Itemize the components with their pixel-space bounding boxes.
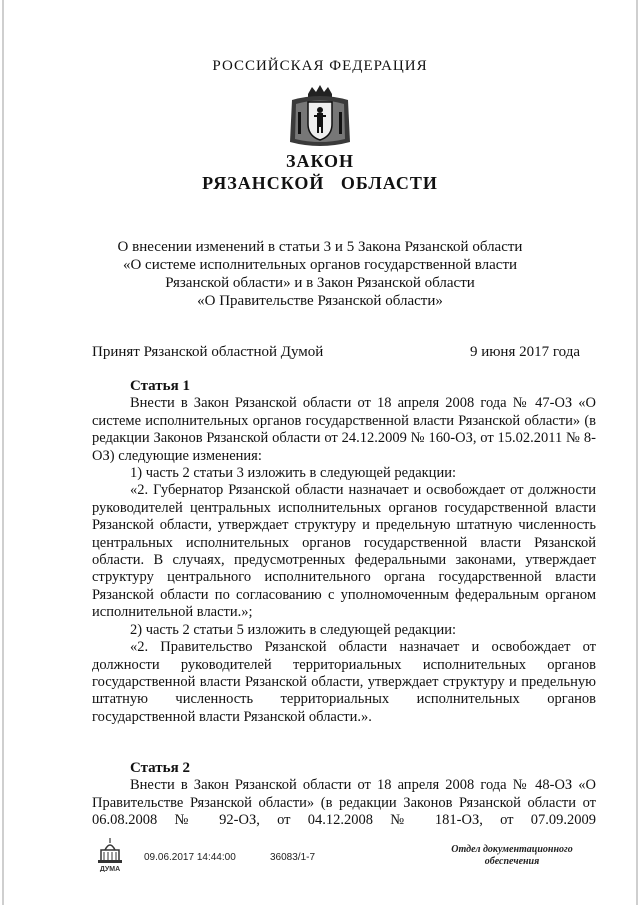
subject-line1: О внесении изменений в статьи 3 и 5 Закона Рязанской области — [117, 239, 523, 255]
scan-edge-left — [2, 0, 4, 905]
article-2 — [92, 760, 596, 830]
law-title-line2: РЯЗАНСКОЙ ОБЛАСТИ — [202, 173, 438, 193]
law-subject — [100, 238, 540, 310]
subject-line4: «О Правительстве Рязанской области» — [197, 293, 443, 309]
department-stamp — [432, 844, 592, 868]
adoption-line — [92, 344, 580, 361]
department-line1: Отдел документационного — [451, 844, 573, 855]
law-title-line1: ЗАКОН — [285, 151, 355, 171]
document-footer — [92, 842, 612, 882]
law-title — [0, 150, 640, 194]
article-1-item-2-text: «2. Правительство Рязанской области назначает и освобождает от должности руководителей территориальных исполнительных органов государственной власти Рязанской области, утверждает структуру и предельную штатную численность территориальных исполнительных органов государственной власти Рязанской области.». — [92, 639, 596, 725]
adopted-by: Принят Рязанской областной Думой — [92, 344, 324, 360]
subject-line2: «О системе исполнительных органов государственной власти — [122, 257, 518, 273]
article-1 — [92, 378, 596, 726]
article-1-item-1-text: «2. Губернатор Рязанской области назначает и освобождает от должности руководителей центральных исполнительных органов государственной власти Рязанской области, утверждает структуру и предельную штатную численность центральных исполнительных органов государственной власти Рязанской области. В случаях, предусмотренных федеральными законами, утверждает структуру центрального исполнительного органа государственной власти Рязанской области по согласованию с уполномоченным федеральным органом исполнительной власти.»; — [92, 482, 596, 621]
article-1-heading: Статья 1 — [130, 378, 190, 394]
registration-number: 36083/1-7 — [270, 852, 316, 863]
article-1-item-1: 1) часть 2 статьи 3 изложить в следующей редакции: — [130, 465, 456, 482]
scan-edge-right — [636, 0, 638, 905]
coat-of-arms-icon — [284, 84, 356, 148]
article-1-intro: Внести в Закон Рязанской области от 18 апреля 2008 года № 47-ОЗ «О системе исполнительных органов государственной власти Рязанской области» (в редакции Законов Рязанской области от 24.12.2009 № 160-ОЗ, от 15.02.2011 № 8-ОЗ) следующие изменения: — [92, 395, 596, 464]
subject-line3: Рязанской области» и в Закон Рязанской области — [165, 275, 475, 291]
department-line2: обеспечения — [484, 856, 540, 867]
registration-timestamp: 09.06.2017 14:44:00 — [144, 852, 236, 863]
adoption-date: 9 июня 2017 года — [469, 344, 580, 360]
article-1-item-2: 2) часть 2 статьи 5 изложить в следующей редакции: — [130, 621, 456, 638]
article-2-heading: Статья 2 — [130, 760, 190, 776]
article-2-intro: Внести в Закон Рязанской области от 18 апреля 2008 года № 48-ОЗ «О Правительстве Рязанской области» (в редакции Законов Рязанской области от 06.08.2008 № 92-ОЗ, от 04.12.2008 № 181-ОЗ, от 07.09.2009 — [92, 777, 596, 829]
country-heading: РОССИЙСКАЯ ФЕДЕРАЦИЯ — [212, 58, 428, 74]
duma-logo-text: ДУМА — [99, 866, 121, 872]
duma-logo-icon — [92, 838, 128, 872]
